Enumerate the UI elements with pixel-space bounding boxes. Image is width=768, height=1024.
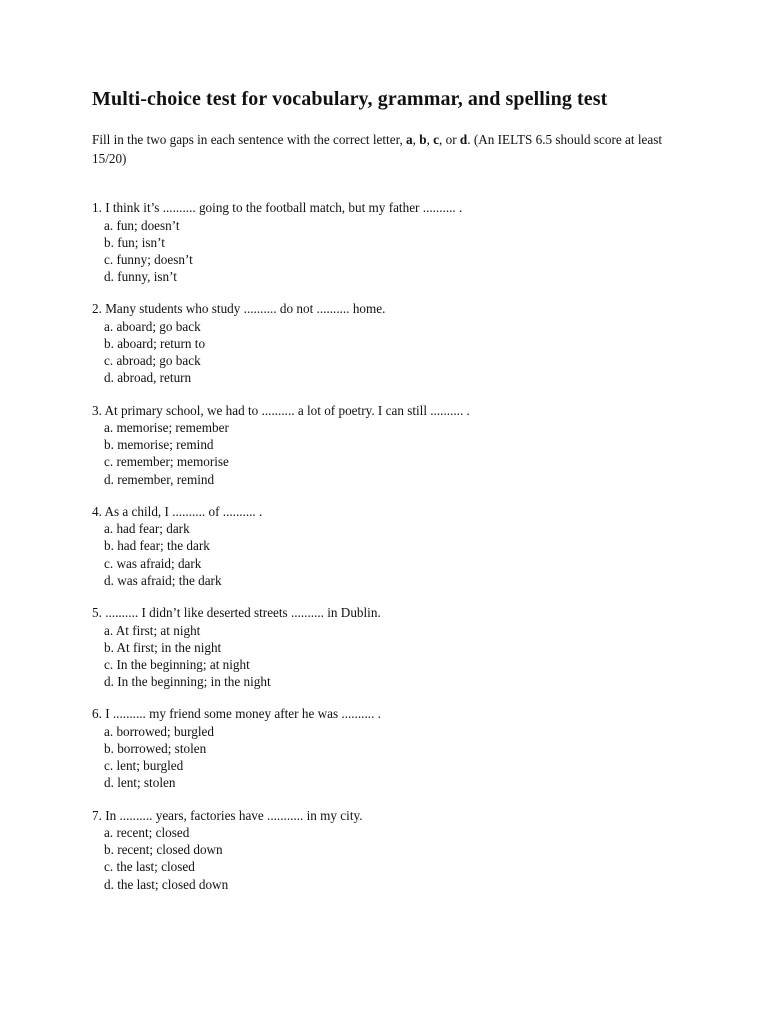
option-c: c. the last; closed (104, 859, 195, 875)
option-a: a. recent; closed (104, 825, 190, 840)
option-d: d. lent; stolen (104, 775, 176, 791)
question-stem: 6. I .......... my friend some money after he was .......... . (92, 706, 381, 722)
option-d: d. abroad, return (104, 370, 192, 386)
document-title: Multi-choice test for vocabulary, grammar, and spelling test (92, 88, 608, 110)
instructions (92, 130, 672, 168)
option-c: c. was afraid; dark (104, 555, 202, 571)
instructions-sep-2: , (426, 132, 434, 147)
option-a: a. borrowed; burgled (104, 723, 214, 739)
option-d: d. funny, isn’t (104, 269, 177, 285)
choice-letter-d: d (459, 132, 468, 147)
option-a: a. aboard; go back (104, 318, 201, 334)
option-d: d. was afraid; the dark (104, 572, 222, 588)
option-list (92, 217, 692, 286)
option-b: b. At first; in the night (104, 639, 222, 655)
option-b: b. borrowed; stolen (104, 740, 207, 756)
question-3 (92, 402, 692, 488)
question-4 (92, 503, 692, 589)
question-stem: 7. In .......... years, factories have ........... in my city. (92, 807, 363, 823)
option-list (92, 520, 692, 589)
option-b: b. had fear; the dark (104, 538, 210, 554)
option-list (92, 723, 692, 792)
option-a: a. At first; at night (104, 622, 201, 638)
instructions-sep-1: , (412, 132, 420, 147)
question-2 (92, 300, 692, 386)
instructions-text-1: Fill in the two gaps in each sentence with the correct letter, (92, 132, 407, 147)
option-b: b. memorise; remind (104, 437, 214, 453)
option-a: a. fun; doesn’t (104, 217, 180, 233)
option-list (92, 622, 692, 691)
option-c: c. remember; memorise (104, 454, 229, 470)
instructions-text-2: . (An IELTS 6.5 should score at least 15/20) (92, 132, 662, 166)
option-d: d. the last; closed down (104, 876, 229, 892)
option-list (92, 318, 692, 387)
instructions-sep-3: , or (439, 132, 460, 147)
option-d: d. In the beginning; in the night (104, 674, 271, 690)
option-a: a. memorise; remember (104, 420, 229, 435)
option-c: c. In the beginning; at night (104, 656, 250, 672)
choice-letter-b: b (419, 132, 427, 147)
question-stem: 2. Many students who study .......... do not .......... home. (92, 301, 386, 317)
question-stem: 5. .......... I didn’t like deserted streets .......... in Dublin. (92, 605, 381, 620)
option-d: d. remember, remind (104, 471, 215, 487)
choice-letter-a: a (406, 132, 413, 147)
choice-letter-c: c (433, 132, 440, 147)
question-list (92, 199, 692, 893)
question-1 (92, 199, 692, 285)
document-page (92, 86, 692, 908)
question-7 (92, 807, 692, 893)
option-list (92, 419, 692, 488)
option-list (92, 824, 692, 893)
question-stem: 1. I think it’s .......... going to the football match, but my father .......... . (92, 200, 463, 215)
question-6 (92, 705, 692, 791)
option-c: c. funny; doesn’t (104, 251, 193, 267)
option-c: c. abroad; go back (104, 353, 201, 369)
option-b: b. fun; isn’t (104, 234, 165, 250)
question-5 (92, 604, 692, 690)
option-b: b. recent; closed down (104, 842, 223, 858)
option-c: c. lent; burgled (104, 758, 184, 774)
option-b: b. aboard; return to (104, 335, 206, 351)
question-stem: 4. As a child, I .......... of .......... . (92, 503, 263, 519)
question-stem: 3. At primary school, we had to .......... a lot of poetry. I can still .......... . (92, 402, 470, 418)
option-a: a. had fear; dark (104, 521, 190, 537)
